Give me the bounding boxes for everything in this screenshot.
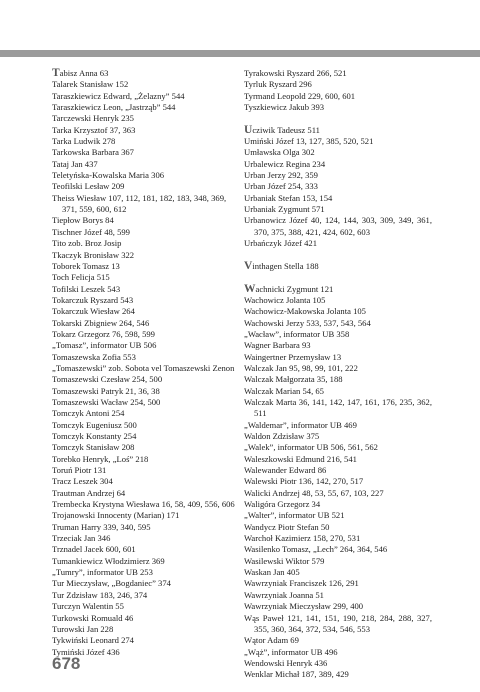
- index-entry-text: cziwik Tadeusz 511: [252, 124, 320, 135]
- index-entry: [244, 647, 432, 658]
- index-entry-text: Wawrzyniak Mieczysław 299, 400: [244, 601, 364, 612]
- index-entry-text: Warchoł Kazimierz 158, 270, 531: [244, 533, 361, 544]
- index-entry-text: Tarczewski Henryk 235: [52, 113, 134, 124]
- index-entry: [244, 193, 432, 204]
- index-entry-text: Umiński Józef 13, 127, 385, 520, 521: [244, 136, 374, 147]
- index-entry: [52, 397, 240, 408]
- index-entry: [52, 420, 240, 431]
- index-column-left: [52, 68, 240, 658]
- index-entry-text: „Wąż”, informator UB 496: [244, 646, 338, 657]
- index-entry-text: Wendowski Henryk 436: [244, 657, 328, 668]
- index-entry: [244, 431, 432, 442]
- index-entry-text: „Waldemar”, informator UB 469: [244, 419, 357, 430]
- index-entry-text: Tur Zdzisław 183, 246, 374: [52, 589, 148, 600]
- index-entry: [52, 386, 240, 397]
- index-entry-text: Tymiński Józef 436: [52, 646, 120, 657]
- index-entry: [52, 272, 240, 283]
- index-entry: [52, 613, 240, 624]
- index-entry-text: „Tumry”, informator UB 253: [52, 567, 153, 578]
- index-entry: [52, 454, 240, 465]
- index-entry-text: Urbańczyk Józef 421: [244, 238, 318, 249]
- index-entry-text: Tur Mieczysław, „Bogdaniec” 374: [52, 578, 171, 589]
- letter-group-gap: [244, 250, 432, 261]
- index-entry-text: Tokarz Grzegorz 76, 598, 599: [52, 328, 155, 339]
- index-entry-text: Turkowski Romuald 46: [52, 612, 134, 623]
- index-entry: [52, 215, 240, 226]
- index-entry-text: Walewander Edward 86: [244, 465, 327, 476]
- index-entry-text: Trznadel Jacek 600, 601: [52, 544, 136, 555]
- index-entry-text: Urban Jerzy 292, 359: [244, 170, 318, 181]
- index-entry: [52, 159, 240, 170]
- index-entry: [52, 113, 240, 124]
- index-entry: [52, 250, 240, 261]
- index-entry: [244, 658, 432, 669]
- index-entry-text: Walczak Marian 54, 65: [244, 385, 324, 396]
- index-entry: [52, 193, 240, 216]
- index-entry: [52, 476, 240, 487]
- section-initial: V: [244, 259, 253, 272]
- index-entry: [52, 544, 240, 555]
- index-entry: [244, 329, 432, 340]
- index-entry-text: Waldon Zdzisław 375: [244, 431, 320, 441]
- index-entry: [52, 567, 240, 578]
- index-entry-text: Tyrakowski Ryszard 266, 521: [244, 68, 347, 78]
- index-entry-text: Walewski Piotr 136, 142, 270, 517: [244, 476, 364, 487]
- index-entry: [244, 340, 432, 351]
- index-entry: [52, 125, 240, 136]
- index-entry-text: Walczak Małgorzata 35, 188: [244, 374, 343, 385]
- index-entry: [244, 386, 432, 397]
- index-entry-text: Trojanowski Innocenty (Marian) 171: [52, 510, 180, 521]
- index-entry: [52, 340, 240, 351]
- index-entry-text: Walczak Jan 95, 98, 99, 101, 222: [244, 362, 358, 373]
- index-letter-entry: [244, 261, 432, 272]
- index-entry: [244, 215, 432, 238]
- index-entry: [52, 352, 240, 363]
- index-entry-text: Taraszkiewicz Edward, „Żelazny” 544: [52, 90, 185, 101]
- index-entry-text: Tomaszewski Wacław 254, 500: [52, 396, 161, 407]
- index-entry: [244, 159, 432, 170]
- index-entry: [52, 635, 240, 646]
- index-entry: [244, 147, 432, 158]
- index-entry: [244, 363, 432, 374]
- index-entry-text: Theiss Wiesław 107, 112, 181, 182, 183, 348, 369, 371, 559, 600, 612: [52, 192, 227, 215]
- index-entry-text: Tarkowska Barbara 367: [52, 147, 134, 158]
- index-entry-text: Trautman Andrzej 64: [52, 487, 126, 498]
- index-entry-text: Tomczyk Stanisław 208: [52, 442, 135, 453]
- index-entry: [52, 431, 240, 442]
- index-entry-text: Tomczyk Antoni 254: [52, 408, 125, 419]
- page-number: 678: [52, 654, 81, 673]
- index-entry: [52, 329, 240, 340]
- index-entry: [244, 102, 432, 113]
- index-entry: [244, 465, 432, 476]
- index-entry-text: Walicki Andrzej 48, 53, 55, 67, 103, 227: [244, 487, 384, 498]
- index-entry: [244, 533, 432, 544]
- index-entry: [244, 590, 432, 601]
- index-entry-text: Waleszkowski Edmund 216, 541: [244, 453, 357, 464]
- index-entry: [244, 499, 432, 510]
- index-entry-text: Toruń Piotr 131: [52, 465, 107, 476]
- index-entry-text: Tomczyk Eugeniusz 500: [52, 419, 137, 430]
- index-entry: [244, 136, 432, 147]
- index-entry: [52, 556, 240, 567]
- index-entry-text: Tomczyk Konstanty 254: [52, 431, 137, 441]
- index-entry-text: Tomaszewski Czesław 254, 500: [52, 374, 163, 385]
- index-entry: [52, 465, 240, 476]
- index-letter-entry: [244, 284, 432, 295]
- index-entry: [244, 318, 432, 329]
- index-entry-text: Tarka Ludwik 278: [52, 136, 116, 147]
- index-entry-text: Talarek Stanisław 152: [52, 79, 129, 90]
- index-entry: [244, 79, 432, 90]
- index-entry-text: Toborek Tomasz 13: [52, 260, 120, 271]
- index-entry: [244, 306, 432, 317]
- index-letter-entry: [244, 125, 432, 136]
- index-entry-text: Wątor Adam 69: [244, 635, 299, 646]
- index-entry: [52, 147, 240, 158]
- index-entry-text: Wawrzyniak Franciszek 126, 291: [244, 578, 359, 589]
- index-entry-text: „Tomaszewski” zob. Sobota vel Tomaszewski Zenon: [52, 362, 235, 373]
- index-entry: [52, 295, 240, 306]
- index-entry: [244, 476, 432, 487]
- index-entry: [244, 601, 432, 612]
- index-entry-text: „Walter”, informator UB 521: [244, 510, 345, 521]
- header-rule: [0, 50, 480, 57]
- index-entry: [52, 261, 240, 272]
- section-initial: T: [52, 67, 60, 79]
- index-entry-text: „Tomasz”, informator UB 506: [52, 340, 157, 351]
- index-entry-text: Urbanowicz Józef 40, 124, 144, 303, 309, 349, 361, 370, 375, 388, 421, 424, 602, 603: [244, 215, 432, 237]
- index-entry-text: Torebko Henryk, „Loś” 218: [52, 453, 149, 464]
- index-entry: [52, 601, 240, 612]
- index-entry: [244, 488, 432, 499]
- index-entry-text: Trzeciak Jan 346: [52, 533, 111, 544]
- index-entry: [52, 442, 240, 453]
- index-entry-text: Wachowicz-Makowska Jolanta 105: [244, 306, 366, 317]
- index-entry-text: Wąs Paweł 121, 141, 151, 190, 218, 284, 288, 327, 355, 360, 364, 372, 534, 546, 553: [244, 612, 432, 634]
- index-entry: [52, 79, 240, 90]
- index-entry-text: Tyrluk Ryszard 296: [244, 79, 312, 90]
- index-entry-text: Wasilewski Wiktor 579: [244, 555, 325, 566]
- index-entry: [244, 510, 432, 521]
- index-entry-text: Tyszkiewicz Jakub 393: [244, 102, 325, 113]
- index-entry-text: Wagner Barbara 93: [244, 340, 311, 351]
- index-entry: [52, 136, 240, 147]
- index-entry-text: Toch Felicja 515: [52, 272, 110, 283]
- index-entry-text: Wasilenko Tomasz, „Lech” 264, 364, 546: [244, 544, 388, 555]
- index-entry: [52, 284, 240, 295]
- index-entry: [244, 352, 432, 363]
- index-entry-text: Tumankiewicz Włodzimierz 369: [52, 555, 165, 566]
- index-entry-text: Taraszkiewicz Leon, „Jastrząb” 544: [52, 102, 176, 113]
- index-entry-text: Wawrzyniak Joanna 51: [244, 589, 324, 600]
- index-entry-text: achnicki Zygmunt 121: [255, 283, 334, 294]
- index-entry-text: Tyrmand Leopold 229, 600, 601: [244, 90, 356, 101]
- section-initial: W: [244, 282, 256, 295]
- index-entry: [52, 499, 240, 510]
- index-entry-text: Wachowicz Jolanta 105: [244, 294, 326, 305]
- section-initial: U: [244, 123, 253, 136]
- index-entry: [52, 533, 240, 544]
- index-entry: [244, 181, 432, 192]
- index-entry: [52, 408, 240, 419]
- index-entry-text: Umławska Olga 302: [244, 147, 315, 158]
- index-entry: [244, 567, 432, 578]
- index-entry: [244, 295, 432, 306]
- index-entry: [244, 420, 432, 431]
- index-entry: [244, 556, 432, 567]
- index-entry: [52, 181, 240, 192]
- index-entry-text: Wachowski Jerzy 533, 537, 543, 564: [244, 317, 371, 328]
- index-entry-text: Tomaszewska Zofia 553: [52, 351, 136, 362]
- index-column-right: [244, 68, 432, 681]
- index-entry-text: Teletyńska-Kowalska Maria 306: [52, 170, 165, 181]
- index-entry-text: abisz Anna 63: [59, 68, 109, 78]
- index-entry: [52, 102, 240, 113]
- index-entry: [52, 578, 240, 589]
- index-entry-text: Turowski Jan 228: [52, 623, 114, 634]
- index-entry: [52, 374, 240, 385]
- index-entry: [244, 544, 432, 555]
- index-entry: [52, 488, 240, 499]
- index-entry: [52, 510, 240, 521]
- index-entry: [52, 306, 240, 317]
- index-entry: [244, 170, 432, 181]
- index-entry-text: „Walek”, informator UB 506, 561, 562: [244, 442, 378, 453]
- index-entry: [52, 363, 240, 374]
- index-letter-entry: [52, 68, 240, 79]
- index-entry: [52, 238, 240, 249]
- index-entry: [52, 170, 240, 181]
- index-entry: [244, 91, 432, 102]
- letter-group-gap: [244, 272, 432, 283]
- index-entry-text: Urban Józef 254, 333: [244, 181, 318, 192]
- index-entry: [244, 635, 432, 646]
- index-entry-text: Teofilski Lesław 209: [52, 181, 125, 192]
- index-entry-text: Tito zob. Broz Josip: [52, 238, 122, 249]
- index-entry-text: Waingertner Przemysław 13: [244, 351, 342, 362]
- index-entry-text: Tarka Krzysztof 37, 363: [52, 124, 136, 135]
- index-entry: [244, 238, 432, 249]
- index-entry-text: Tykwiński Leonard 274: [52, 635, 134, 646]
- index-entry: [52, 318, 240, 329]
- index-entry: [244, 454, 432, 465]
- index-entry: [52, 590, 240, 601]
- index-entry-text: Tokarski Zbigniew 264, 546: [52, 317, 150, 328]
- index-entry: [244, 397, 432, 420]
- index-entry: [244, 204, 432, 215]
- index-entry-text: Tofilski Leszek 543: [52, 283, 121, 294]
- index-entry-text: Tataj Jan 437: [52, 158, 98, 169]
- index-entry-text: Tokarczuk Wiesław 264: [52, 306, 135, 317]
- index-entry-text: Urbaniak Stefan 153, 154: [244, 192, 333, 203]
- index-entry: [52, 91, 240, 102]
- index-entry-text: Waskan Jan 405: [244, 567, 300, 578]
- index-entry: [244, 669, 432, 680]
- index-entry-text: Wenklar Michał 187, 389, 429: [244, 669, 349, 680]
- index-entry-text: „Wacław”, informator UB 358: [244, 328, 350, 339]
- index-entry: [244, 522, 432, 533]
- index-entry-text: Truman Harry 339, 340, 595: [52, 521, 151, 532]
- index-entry-text: Urbalewicz Regina 234: [244, 158, 326, 169]
- index-entry-text: Turczyn Walentin 55: [52, 601, 124, 612]
- index-entry-text: Tracz Leszek 304: [52, 476, 113, 487]
- index-entry-text: Tokarczuk Ryszard 543: [52, 294, 134, 305]
- index-entry-text: Waligóra Grzegorz 34: [244, 499, 321, 510]
- index-entry: [52, 227, 240, 238]
- index-entry-text: Walczak Marta 36, 141, 142, 147, 161, 176, 235, 362, 511: [244, 396, 432, 419]
- index-entry-text: Urbaniak Zygmunt 571: [244, 204, 325, 215]
- index-entry-text: Tkaczyk Bronisław 322: [52, 249, 135, 260]
- index-entry-text: Tomaszewski Patryk 21, 36, 38: [52, 385, 160, 396]
- index-entry: [244, 68, 432, 79]
- index-entry-text: inthagen Stella 188: [252, 260, 319, 271]
- index-entry: [244, 374, 432, 385]
- index-entry-text: Tiepłow Borys 84: [52, 215, 114, 226]
- index-entry-text: Tischner Józef 48, 599: [52, 226, 130, 237]
- index-entry-text: Trembecka Krystyna Wiesława 16, 58, 409, 556, 606: [52, 499, 235, 510]
- index-entry: [244, 578, 432, 589]
- index-entry: [52, 624, 240, 635]
- letter-group-gap: [244, 113, 432, 124]
- index-entry-text: Wandycz Piotr Stefan 50: [244, 521, 330, 532]
- index-entry: [244, 442, 432, 453]
- index-entry: [244, 613, 432, 636]
- index-entry: [52, 522, 240, 533]
